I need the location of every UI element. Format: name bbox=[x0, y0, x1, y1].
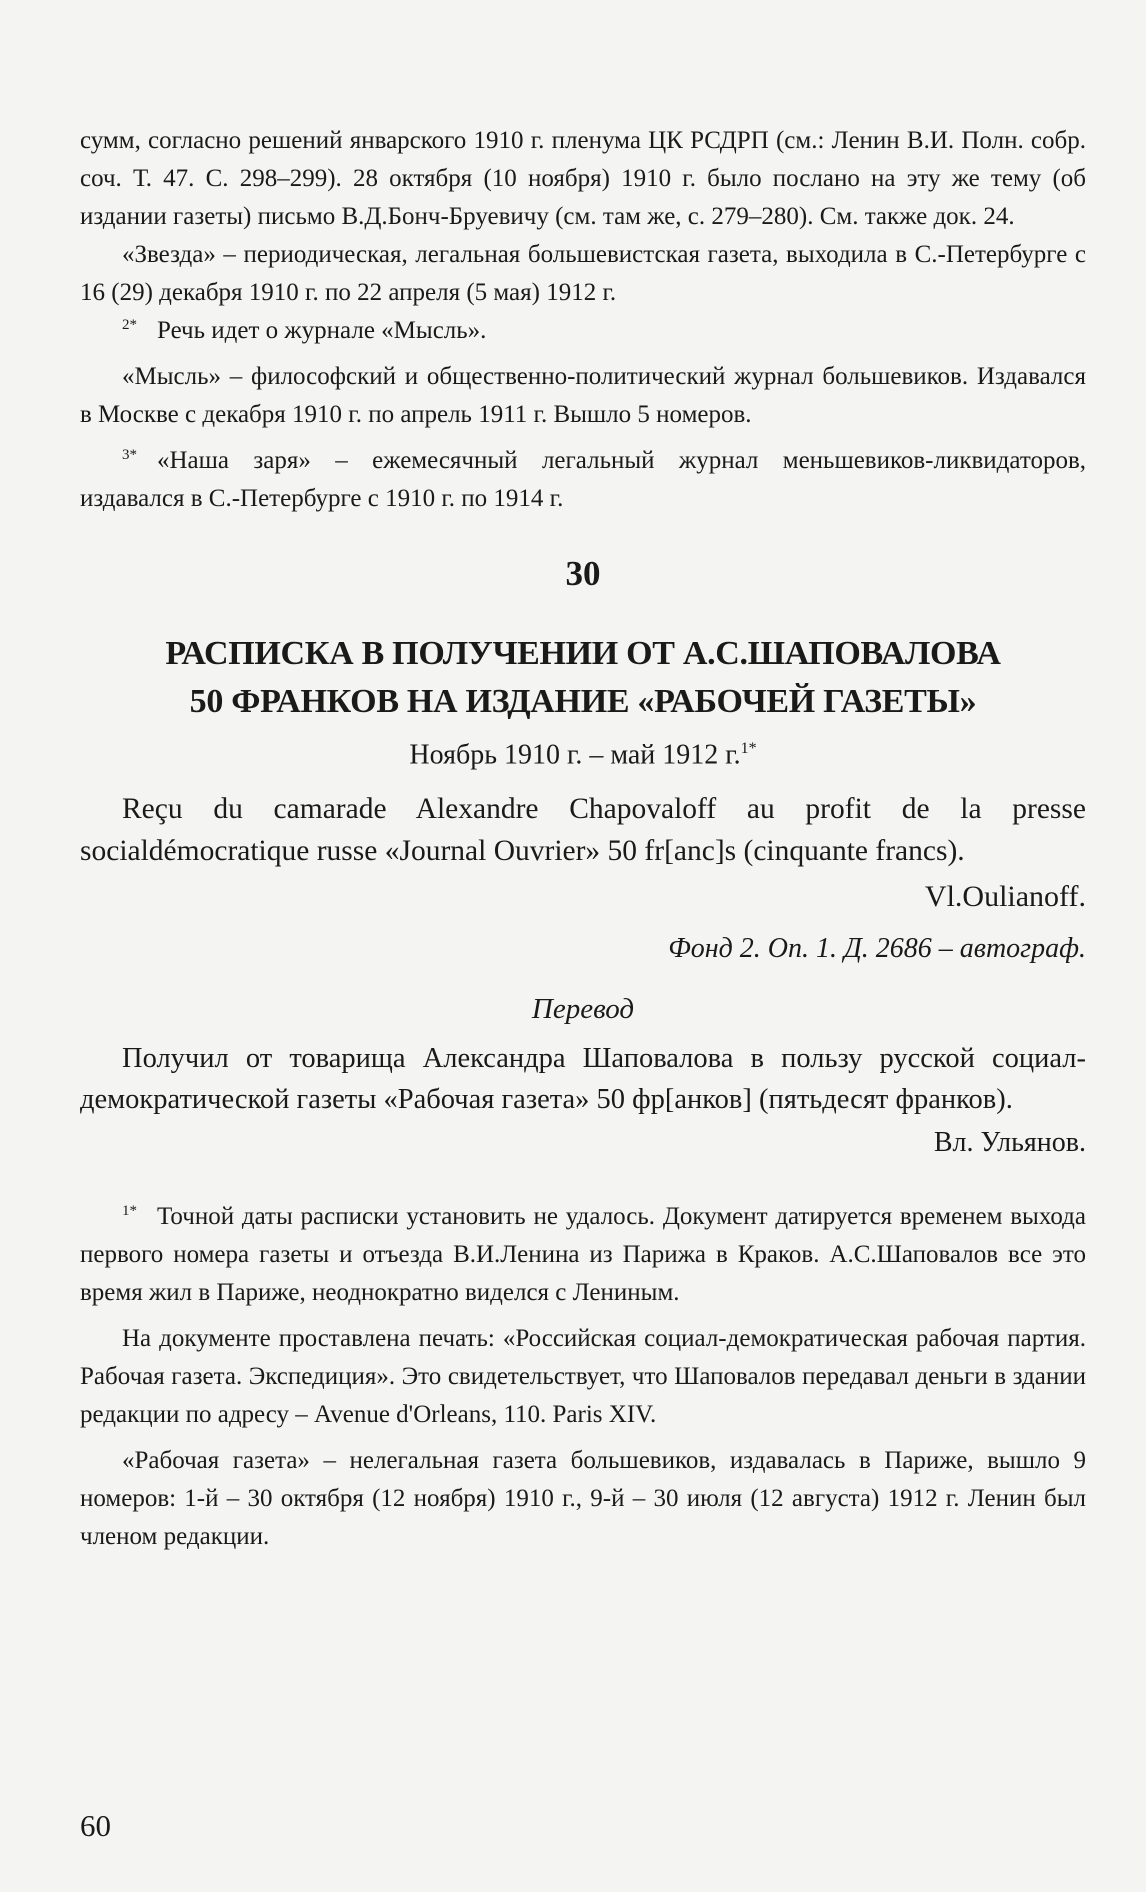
page-number: 60 bbox=[80, 1808, 111, 1843]
page-body bbox=[80, 122, 1086, 1556]
note-zvezda: «Звезда» – периодическая, легальная большевистская газета, выходила в С.-Петербурге с 16 (29) декабря 1910 г. по 22 апреля (5 мая) 1912 г. bbox=[80, 241, 1086, 306]
footnote-1-text: Точной даты расписки установить не удалось. Документ датируется временем выхода первого номера газеты и отъезда В.И.Ленина из Парижа в Краков. А.С.Шаповалов все это время жил в Париже, неоднократно виделся с Лениным. bbox=[80, 1203, 1086, 1307]
note-2-text: Речь идет о журнале «Мысль». bbox=[157, 317, 487, 344]
note-mysl: «Мысль» – философский и общественно-политический журнал большевиков. Издавался в Москве с декабря 1910 г. по апрель 1911 г. Вышло 5 номеров. bbox=[80, 363, 1086, 428]
note-continuation: сумм, согласно решений январского 1910 г. пленума ЦК РСДРП (см.: Ленин В.И. Полн. собр. соч. Т. 47. С. 298–299). 28 октября (10 ноября) 1910 г. было послано на эту же тему (об издании газеты) письмо В.Д.Бонч-Бруевичу (см. там же, с. 279–280). См. также док. 24. bbox=[80, 127, 1086, 230]
footnote-stamp: На документе проставлена печать: «Российская социал-демократическая рабочая партия. Рабочая газета. Экспедиция». Это свидетельствует, что Шаповалов передавал деньги в здании редакции по адресу – Avenue d'Orleans, 110. Paris XIV. bbox=[80, 1325, 1086, 1429]
footnote-marker-3: 3* bbox=[122, 446, 137, 463]
footnote-1 bbox=[80, 1198, 1086, 1312]
footnote-rabochaya-gazeta: «Рабочая газета» – нелегальная газета большевиков, издавалась в Париже, вышло 9 номеров: 1-й – 30 октября (12 ноября) 1910 г., 9-й – 30 июля (12 августа) 1912 г. Ленин был членом редакции. bbox=[80, 1447, 1086, 1551]
french-receipt-text: Reçu du camarade Alexandre Chapovaloff au profit de la presse socialdémocratique russe «Journal Ouvrier» 50 fr[anc]s (cinquante francs). bbox=[80, 793, 1086, 868]
footnote-marker-2: 2* bbox=[122, 316, 137, 333]
document-title-line2: 50 ФРАНКОВ НА ИЗДАНИЕ «РАБОЧЕЙ ГАЗЕТЫ» bbox=[189, 683, 977, 720]
document-date-marker: 1* bbox=[740, 740, 757, 757]
note-2 bbox=[80, 312, 1086, 350]
translation-heading: Перевод bbox=[531, 993, 635, 1026]
russian-receipt-text: Получил от товарища Александра Шаповалова в пользу русской социал-демократической газеты «Рабочая газета» 50 фр[анков] (пятьдесят франков). bbox=[80, 1043, 1086, 1116]
archive-source: Фонд 2. Оп. 1. Д. 2686 – автограф. bbox=[668, 933, 1086, 965]
footnote-marker-1: 1* bbox=[122, 1203, 137, 1219]
note-3-text: «Наша заря» – ежемесячный легальный журнал меньшевиков-ликвидаторов, издавался в С.-Петербурге с 1910 г. по 1914 г. bbox=[80, 447, 1086, 512]
russian-signature: Вл. Ульянов. bbox=[933, 1127, 1086, 1159]
document-date-text: Ноябрь 1910 г. – май 1912 г. bbox=[409, 739, 741, 771]
document-number: 30 bbox=[565, 554, 601, 593]
footnotes bbox=[80, 1198, 1086, 1556]
note-3 bbox=[80, 442, 1086, 518]
french-signature: Vl.Oulianoff. bbox=[924, 880, 1086, 914]
document-title-line1: РАСПИСКА В ПОЛУЧЕНИИ ОТ А.С.ШАПОВАЛОВА bbox=[165, 635, 1001, 672]
document-date bbox=[80, 730, 1086, 774]
